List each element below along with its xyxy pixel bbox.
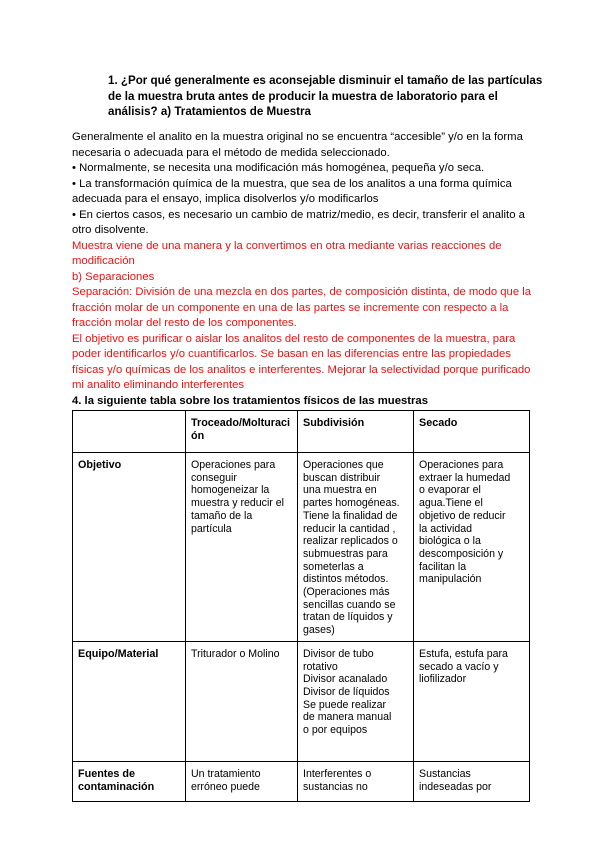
body-line: otro disolvente. <box>72 224 149 236</box>
row-label-objetivo: Objetivo <box>73 453 186 642</box>
question-4-heading: 4. la siguiente tabla sobre los tratamientos físicos de las muestras <box>72 394 428 407</box>
table-cell: Estufa, estufa para secado a vacío y liofilizador <box>414 641 530 761</box>
body-line: • La transformación química de la muestra, que sea de los analitos a una forma química <box>72 177 512 190</box>
body-line: necesaria o adecuada para el método de medida seleccionado. <box>72 146 390 159</box>
body-line: adecuada para el ensayo, implica disolverlos y/o modificarlos <box>72 193 379 205</box>
table-cell: Un tratamiento erróneo puede <box>186 761 298 801</box>
table-cell: Operaciones para extraer la humedad o evaporar el agua.Tiene el objetivo de reducir la actividad biológica o la descomposición y facilitan la manipulación <box>414 453 530 642</box>
red-annotation-line: poder identificarlos y/o cuantificarlos. Se basan en las diferencias entre las propiedades <box>72 348 511 360</box>
red-annotation-line: fracción molar de un componente en una de las partes se incremente con respecto a la <box>72 301 509 314</box>
red-annotation-line: mi analito eliminando interferentes <box>72 379 245 391</box>
red-annotation-line: Muestra viene de una manera y la convertimos en otra mediante varias reacciones de <box>72 239 502 252</box>
table-corner-cell <box>73 411 186 453</box>
answer-body <box>72 130 532 409</box>
row-label-equipo: Equipo/Material <box>73 641 186 761</box>
body-line: • Normalmente, se necesita una modificación más homogénea, pequeña y/o seca. <box>72 162 485 174</box>
question-1-line: de la muestra bruta antes de producir la muestra de laboratorio para el <box>108 89 498 103</box>
red-annotation-line: Separación: División de una mezcla en dos partes, de composición distinta, de modo que la <box>72 286 532 298</box>
red-annotation-line: físicas y/o químicas de los analitos e interferentes. Mejorar la selectividad porque purificado <box>72 363 531 376</box>
header-cell-troceado: Troceado/Molturaci ón <box>186 411 298 453</box>
question-1-line: 1. ¿Por qué generalmente es aconsejable disminuir el tamaño de las partículas <box>108 74 543 87</box>
table-row-objetivo <box>73 453 530 642</box>
table-cell: Sustancias indeseadas por <box>414 761 530 801</box>
table-cell: Operaciones para conseguir homogeneizar la muestra y reducir el tamaño de la partícula <box>186 453 298 642</box>
table-cell: Triturador o Molino <box>186 641 298 761</box>
red-annotation-line: b) Separaciones <box>72 270 155 283</box>
header-cell-subdivision: Subdivisión <box>298 411 414 453</box>
question-1-line: análisis? a) Tratamientos de Muestra <box>108 105 311 118</box>
question-1-heading <box>108 73 543 120</box>
body-line: Generalmente el analito en la muestra original no se encuentra “accesible” y/o en la forma <box>72 131 523 143</box>
body-line: • En ciertos casos, es necesario un cambio de matriz/medio, es decir, transferir el analito a <box>72 208 525 221</box>
header-cell-secado: Secado <box>414 411 530 453</box>
red-annotation-line: fracción molar del resto de los componentes. <box>72 317 297 329</box>
table-row-equipo <box>73 641 530 761</box>
red-annotation-line: El objetivo es purificar o aislar los analitos del resto de componentes de la muestra, para <box>72 332 516 345</box>
table-cell: Operaciones que buscan distribuir una muestra en partes homogéneas. Tiene la finalidad de reducir la cantidad , realizar replicados o submuestras para someterlas a distintos métodos. (Operaciones más sencillas cuando se tratan de líquidos y gases) <box>298 453 414 642</box>
red-annotation-line: modificación <box>72 255 135 267</box>
table-cell: Interferentes o sustancias no <box>298 761 414 801</box>
physical-treatments-table <box>72 410 530 802</box>
table-header-row <box>73 411 530 453</box>
table-row-fuentes <box>73 761 530 801</box>
row-label-fuentes: Fuentes de contaminación <box>73 761 186 801</box>
table-cell: Divisor de tubo rotativo Divisor acanalado Divisor de líquidos Se puede realizar de manera manual o por equipos <box>298 641 414 761</box>
